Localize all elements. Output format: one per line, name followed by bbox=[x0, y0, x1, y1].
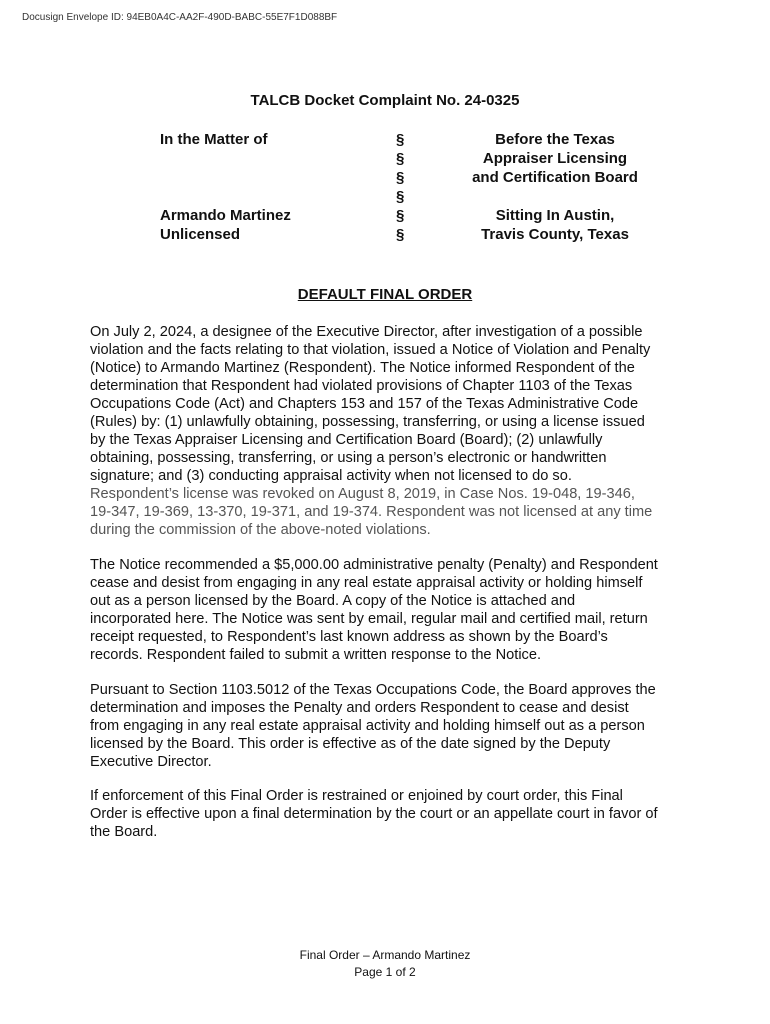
caption-right-column bbox=[455, 130, 655, 244]
paragraph-line: determination and imposes the Penalty and orders Respondent to cease and desist bbox=[90, 700, 629, 716]
paragraph-2 bbox=[90, 556, 690, 664]
paragraph-line: Order is effective upon a final determination by the court or an appellate court in favor of bbox=[90, 806, 658, 822]
caption-right-line: Sitting In Austin, bbox=[495, 207, 615, 224]
section-mark: § bbox=[396, 169, 405, 186]
paragraph-line: cease and desist from engaging in any real estate appraisal activity or holding himself bbox=[90, 575, 643, 591]
section-mark: § bbox=[396, 188, 405, 205]
caption-left-column bbox=[160, 130, 291, 244]
paragraph-line: (Rules) by: (1) unlawfully obtaining, possessing, transferring, or using a license issued bbox=[90, 414, 645, 430]
paragraph-1 bbox=[90, 323, 690, 539]
page-number: Page 1 of 2 bbox=[354, 965, 416, 979]
caption-right-line: Before the Texas bbox=[495, 131, 615, 148]
docket-title: TALCB Docket Complaint No. 24-0325 bbox=[250, 92, 520, 109]
paragraph-3 bbox=[90, 681, 690, 771]
paragraph-line: records. Respondent failed to submit a written response to the Notice. bbox=[90, 647, 542, 663]
paragraph-line: 19-347, 19-369, 13-370, 19-371, and 19-374. Respondent was not licensed at any time bbox=[90, 504, 653, 520]
caption-left-line: Unlicensed bbox=[160, 226, 241, 243]
paragraph-line: violation and the facts relating to that violation, issued a Notice of Violation and Penalty bbox=[90, 342, 651, 358]
paragraph-line: Pursuant to Section 1103.5012 of the Texas Occupations Code, the Board approves the bbox=[90, 682, 656, 698]
section-mark: § bbox=[396, 150, 405, 167]
paragraph-line: Occupations Code (Act) and Chapters 153 and 157 of the Texas Administrative Code bbox=[90, 396, 639, 412]
paragraph-line: On July 2, 2024, a designee of the Executive Director, after investigation of a possible bbox=[90, 324, 643, 340]
caption-left-line bbox=[160, 187, 291, 206]
section-mark: § bbox=[396, 131, 405, 148]
paragraph-line: determination that Respondent had violated provisions of Chapter 1103 of the Texas bbox=[90, 378, 633, 394]
paragraph-4 bbox=[90, 787, 690, 841]
paragraph-line: signature; and (3) conducting appraisal activity when not licensed to do so. bbox=[90, 468, 572, 484]
paragraph-line: out as a person licensed by the Board. A copy of the Notice is attached and bbox=[90, 593, 576, 609]
paragraph-line: obtaining, possessing, transferring, or using a person’s electronic or handwritten bbox=[90, 450, 607, 466]
paragraph-line: If enforcement of this Final Order is restrained or enjoined by court order, this Final bbox=[90, 788, 623, 804]
document-heading: DEFAULT FINAL ORDER bbox=[297, 286, 473, 303]
paragraph-line: licensed by the Board. This order is effective as of the date signed by the Deputy bbox=[90, 736, 611, 752]
paragraph-line: from engaging in any real estate appraisal activity and holding himself out as a person bbox=[90, 718, 645, 734]
paragraph-line: Respondent’s license was revoked on August 8, 2019, in Case Nos. 19-048, 19-346, bbox=[90, 486, 635, 502]
footer-title: Final Order – Armando Martinez bbox=[299, 948, 471, 962]
caption-left-line bbox=[160, 149, 291, 168]
caption-right-line: Travis County, Texas bbox=[481, 226, 629, 243]
paragraph-line: the Board. bbox=[90, 824, 158, 840]
paragraph-line: during the commission of the above-noted violations. bbox=[90, 522, 431, 538]
envelope-id: Docusign Envelope ID: 94EB0A4C-AA2F-490D-BABC-55E7F1D088BF bbox=[22, 12, 338, 23]
caption-left-line: Armando Martinez bbox=[160, 207, 291, 224]
paragraph-line: receipt requested, to Respondent’s last known address as shown by the Board’s bbox=[90, 629, 608, 645]
caption-right-line bbox=[455, 187, 655, 206]
caption-left-line bbox=[160, 168, 291, 187]
paragraph-line: incorporated here. The Notice was sent by email, regular mail and certified mail, return bbox=[90, 611, 648, 627]
caption-right-line: Appraiser Licensing bbox=[482, 150, 628, 167]
section-mark: § bbox=[396, 226, 405, 243]
caption-left-line: In the Matter of bbox=[160, 131, 268, 148]
section-mark: § bbox=[396, 207, 405, 224]
caption-right-line: and Certification Board bbox=[472, 169, 638, 186]
paragraph-line: (Notice) to Armando Martinez (Respondent). The Notice informed Respondent of the bbox=[90, 360, 635, 376]
paragraph-line: Executive Director. bbox=[90, 754, 212, 770]
page-footer bbox=[0, 947, 770, 981]
paragraph-line: The Notice recommended a $5,000.00 administrative penalty (Penalty) and Respondent bbox=[90, 557, 658, 573]
paragraph-line: by the Texas Appraiser Licensing and Certification Board (Board); (2) unlawfully bbox=[90, 432, 603, 448]
section-marks-column bbox=[396, 130, 404, 244]
